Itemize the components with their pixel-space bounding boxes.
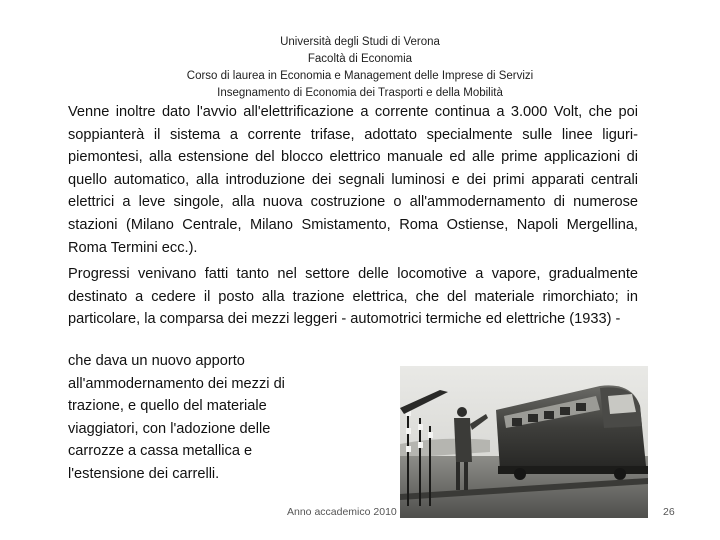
- paragraph-line: l'estensione dei carrelli.: [68, 465, 220, 482]
- course-name: Corso di laurea in Economia e Management delle Imprese di Servizi: [186, 70, 534, 82]
- paragraph-line: che dava un nuovo apporto: [68, 353, 245, 369]
- body-paragraph-1: Venne inoltre dato l'avvio all'elettrificazione a corrente continua a 3.000 Volt, che poi soppianterà il sistema a corrente trifase, adottato specialmente sulle linee liguri-piemontesi, alla estensione del blocco elettrico manuale ed alle prime applicazioni di quello automatico, alla introduzione dei segnali luminosi e dei primi apparati centrali elettrici a leve singole, alla nuova costruzione o all'ammodernamento di numerose stazioni (Milano Centrale, Milano Smistamento, Roma Ostiense, Napoli Mergellina, Roma Termini ecc.).: [68, 104, 638, 256]
- body-paragraph-3: [68, 350, 348, 486]
- subject-name: Insegnamento di Economia dei Trasporti e della Mobilità: [217, 87, 503, 99]
- university-name: Università degli Studi di Verona: [280, 36, 440, 48]
- faculty-name: Facoltà di Economia: [307, 53, 413, 65]
- paragraph-line: carrozze a cassa metallica e: [68, 443, 253, 460]
- slide-header: [0, 34, 720, 102]
- paragraph-line: all'ammodernamento dei mezzi di: [68, 375, 285, 392]
- page-number: 26: [663, 506, 675, 518]
- paragraph-line: trazione, e quello del materiale: [68, 398, 267, 415]
- academic-year: Anno accademico 2010: [287, 506, 397, 518]
- body-paragraph-2: Progressi venivano fatti tanto nel settore delle locomotive a vapore, gradualmente destinato a cedere il posto alla trazione elettrica, che del materiale rimorchiato; in particolare, la comparsa dei mezzi leggeri - automotrici termiche ed elettriche (1933) -: [68, 266, 638, 328]
- paragraph-line: viaggiatori, con l'adozione delle: [68, 420, 271, 437]
- railcar-photo: [400, 366, 648, 518]
